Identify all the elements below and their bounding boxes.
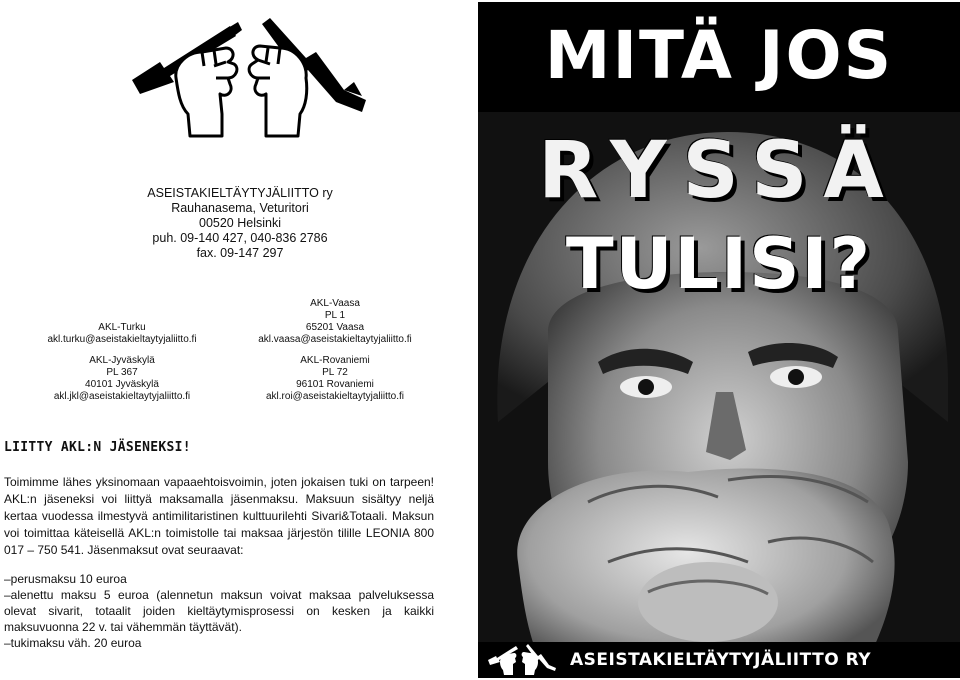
broken-rifle-logo-icon <box>130 18 370 138</box>
poster-footer <box>478 642 960 678</box>
hq-address-line1: Rauhanasema, Veturitori <box>171 201 309 215</box>
branch-name: AKL-Vaasa <box>310 298 360 309</box>
branch-email[interactable]: akl.vaasa@aseistakieltaytyjaliitto.fi <box>258 334 412 345</box>
fee-item-basic: –perusmaksu 10 euroa <box>4 572 127 586</box>
branch-vaasa <box>240 298 430 346</box>
branch-box: PL 1 <box>324 310 346 321</box>
fee-list <box>4 571 434 651</box>
soldier-pointing-illustration <box>478 2 960 678</box>
poster-panel <box>478 2 960 678</box>
branch-email[interactable]: akl.roi@aseistakieltaytyjaliitto.fi <box>266 391 404 402</box>
hq-phone: puh. 09-140 427, 040-836 2786 <box>152 231 328 245</box>
branch-rovaniemi <box>240 355 430 403</box>
branch-email[interactable]: akl.turku@aseistakieltaytyjaliitto.fi <box>47 334 197 345</box>
branch-box: PL 72 <box>322 367 348 378</box>
branch-city: 40101 Jyväskylä <box>85 379 159 390</box>
fee-item-reduced: –alenettu maksu 5 euroa (alennetun maksun voivat maksaa palveluksessa olevat sivarit, totaalit joiden kieltäytymisprosessi on kesken ja kaikki maksuvuonna 22 v. tai vähemmän täyttävät). <box>4 588 434 634</box>
fee-item-support: –tukimaksu väh. 20 euroa <box>4 636 142 650</box>
join-heading: LIITTY AKL:N JÄSENEKSI! <box>4 440 191 455</box>
branch-city: 96101 Rovaniemi <box>296 379 374 390</box>
join-body-text: Toimimme lähes yksinomaan vapaaehtoisvoimin, joten jokaisen tuki on tarpeen! AKL:n jäseneksi voi liittyä maksamalla jäsenmaksu. Maksuun sisältyy neljä kertaa vuodessa ilmestyvä antimilitaristinen kulttuurilehti Sivari&Totaali. Maksun voi toimittaa käteisellä AKL:n toimistolle tai maksaa järjestön tilille LEONIA 800 017 – 750 541. Jäsenmaksut ovat seuraavat: <box>4 475 434 557</box>
branch-name: AKL-Turku <box>98 322 146 333</box>
hq-address-line2: 00520 Helsinki <box>199 216 281 230</box>
poster-headline-line3: TULISI? <box>565 223 873 305</box>
poster-headline-line1: MITÄ JOS <box>544 17 894 94</box>
hq-name: ASEISTAKIELTÄYTYJÄLIITTO ry <box>147 186 333 200</box>
left-panel <box>0 0 478 680</box>
branch-city: 65201 Vaasa <box>305 322 365 333</box>
branch-email[interactable]: akl.jkl@aseistakieltaytyjaliitto.fi <box>53 391 191 402</box>
poster-headline-line2: RYSSÄ <box>538 126 900 216</box>
poster-footer-text: ASEISTAKIELTÄYTYJÄLIITTO RY <box>570 650 872 670</box>
branch-turku <box>32 322 212 346</box>
hq-fax: fax. 09-147 297 <box>196 246 284 260</box>
branch-box: PL 367 <box>106 367 138 378</box>
branch-name: AKL-Rovaniemi <box>300 355 370 366</box>
branch-name: AKL-Jyväskylä <box>89 355 155 366</box>
headquarters-address <box>120 186 360 261</box>
broken-rifle-small-icon <box>486 644 558 676</box>
branch-jyvaskyla <box>32 355 212 403</box>
